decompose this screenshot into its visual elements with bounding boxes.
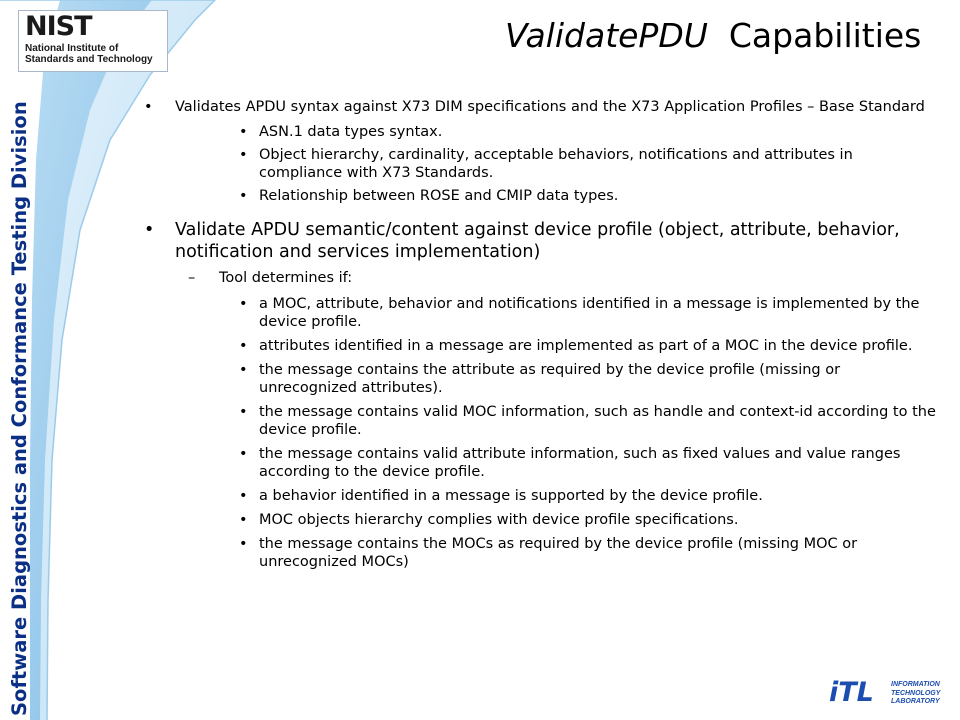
bullet-text: the message contains valid attribute information, such as fixed values and value ranges according to the device profile. [259, 446, 901, 480]
bullet-item [140, 295, 940, 331]
dash-marker: – [188, 270, 196, 286]
bullet-text: a behavior identified in a message is supported by the device profile. [259, 488, 763, 504]
bullet-text: Object hierarchy, cardinality, acceptable behaviors, notifications and attributes in compliance with X73 Standards. [259, 147, 853, 181]
bullet-item [140, 269, 940, 287]
nist-logo [18, 10, 168, 72]
bullet-item [140, 511, 940, 529]
nist-subtitle: National Institute of Standards and Technology [25, 43, 153, 65]
bullet-item [140, 361, 940, 397]
vertical-division-title: Software Diagnostics and Conformance Testing Division [8, 101, 31, 716]
bullet-item [140, 219, 940, 263]
bullet-marker: • [144, 220, 155, 240]
bullet-item [140, 403, 940, 439]
bullet-marker: • [239, 188, 248, 204]
bullet-marker: • [239, 362, 248, 378]
bullet-item [140, 337, 940, 355]
itl-logo [829, 678, 947, 710]
itl-text: INFORMATION TECHNOLOGY LABORATORY [891, 681, 941, 705]
bullet-marker: • [144, 99, 153, 115]
itl-mark: iTL [829, 677, 874, 708]
bullet-text: Tool determines if: [219, 270, 353, 286]
bullet-text: Validates APDU syntax against X73 DIM specifications and the X73 Application Profiles – Base Standard [175, 99, 925, 115]
bullet-text: Relationship between ROSE and CMIP data types. [259, 188, 619, 204]
bullet-item [140, 123, 940, 141]
bullet-text: the message contains valid MOC information, such as handle and context-id according to the device profile. [259, 404, 936, 438]
bullet-marker: • [239, 296, 248, 312]
title-rest: Capabilities [728, 16, 922, 55]
bullet-item [140, 98, 940, 116]
bullet-marker: • [239, 124, 248, 140]
bullet-text: MOC objects hierarchy complies with device profile specifications. [259, 512, 739, 528]
nist-wordmark: NIST [25, 11, 92, 42]
bullet-text: the message contains the attribute as required by the device profile (missing or unrecognized attributes). [259, 362, 841, 396]
bullet-item [140, 535, 940, 571]
title-italic-part: ValidatePDU [505, 16, 708, 55]
bullet-marker: • [239, 147, 248, 163]
bullet-marker: • [239, 338, 248, 354]
bullet-item [140, 487, 940, 505]
bullet-content [140, 92, 940, 571]
bullet-marker: • [239, 446, 248, 462]
bullet-marker: • [239, 536, 248, 552]
bullet-marker: • [239, 488, 248, 504]
bullet-text: a MOC, attribute, behavior and notifications identified in a message is implemented by the device profile. [259, 296, 920, 330]
bullet-text: the message contains the MOCs as required by the device profile (missing MOC or unrecognized MOCs) [259, 536, 858, 570]
bullet-text: Validate APDU semantic/content against device profile (object, attribute, behavior, notification and services implementation) [175, 220, 900, 262]
bullet-item [140, 187, 940, 205]
bullet-text: attributes identified in a message are implemented as part of a MOC in the device profile. [259, 338, 913, 354]
bullet-item [140, 146, 940, 182]
bullet-marker: • [239, 404, 248, 420]
bullet-text: ASN.1 data types syntax. [259, 124, 443, 140]
bullet-marker: • [239, 512, 248, 528]
page-title [505, 14, 921, 58]
bullet-item [140, 445, 940, 481]
